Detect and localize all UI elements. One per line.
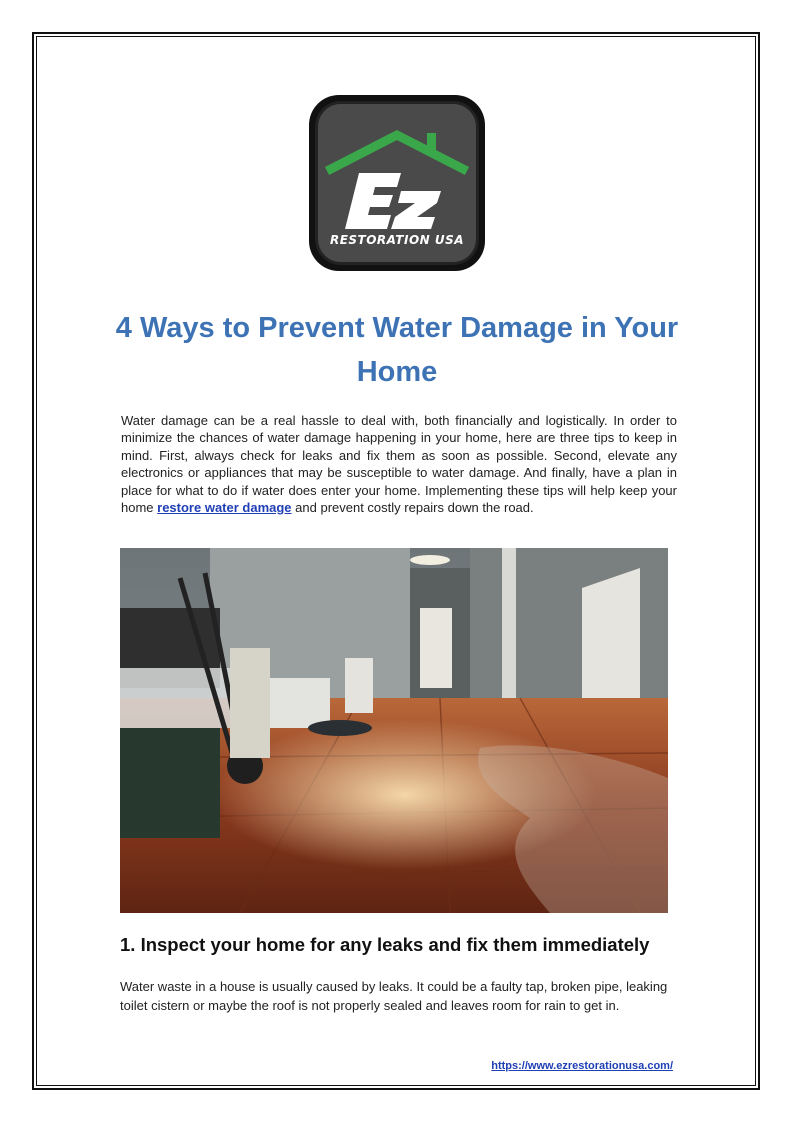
restore-water-damage-link[interactable]: restore water damage bbox=[157, 500, 292, 516]
logo-tagline: RESTORATION USA bbox=[329, 233, 465, 247]
intro-text-after: and prevent costly repairs down the road. bbox=[291, 500, 534, 516]
footer-website-link[interactable]: https://www.ezrestorationusa.com/ bbox=[491, 1060, 673, 1072]
page-title: 4 Ways to Prevent Water Damage in Your Home bbox=[115, 312, 679, 388]
section1-heading: 1. Inspect your home for any leaks and fix them immediately bbox=[120, 934, 650, 955]
ez-restoration-logo bbox=[309, 95, 485, 271]
flooded-basement-photo bbox=[120, 548, 668, 913]
flooded-basement-illustration bbox=[120, 548, 668, 913]
section1-paragraph: Water waste in a house is usually caused by leaks. It could be a faulty tap, broken pipe, leaking toilet cistern or maybe the roof is not properly sealed and leaves room for rain to get in. bbox=[120, 979, 668, 1013]
intro-paragraph bbox=[121, 412, 677, 518]
intro-text-before: Water damage can be a real hassle to deal with, both financially and logistically. In order to minimize the chances of water damage happening in your home, here are three tips to keep in mind. First, always check for leaks and fix them as soon as possible. Second, elevate any electronics or appliances that may be susceptible to water damage. And finally, have a plan in place for what to do if water does enter your home. Implementing these tips will help keep your home bbox=[121, 413, 677, 516]
